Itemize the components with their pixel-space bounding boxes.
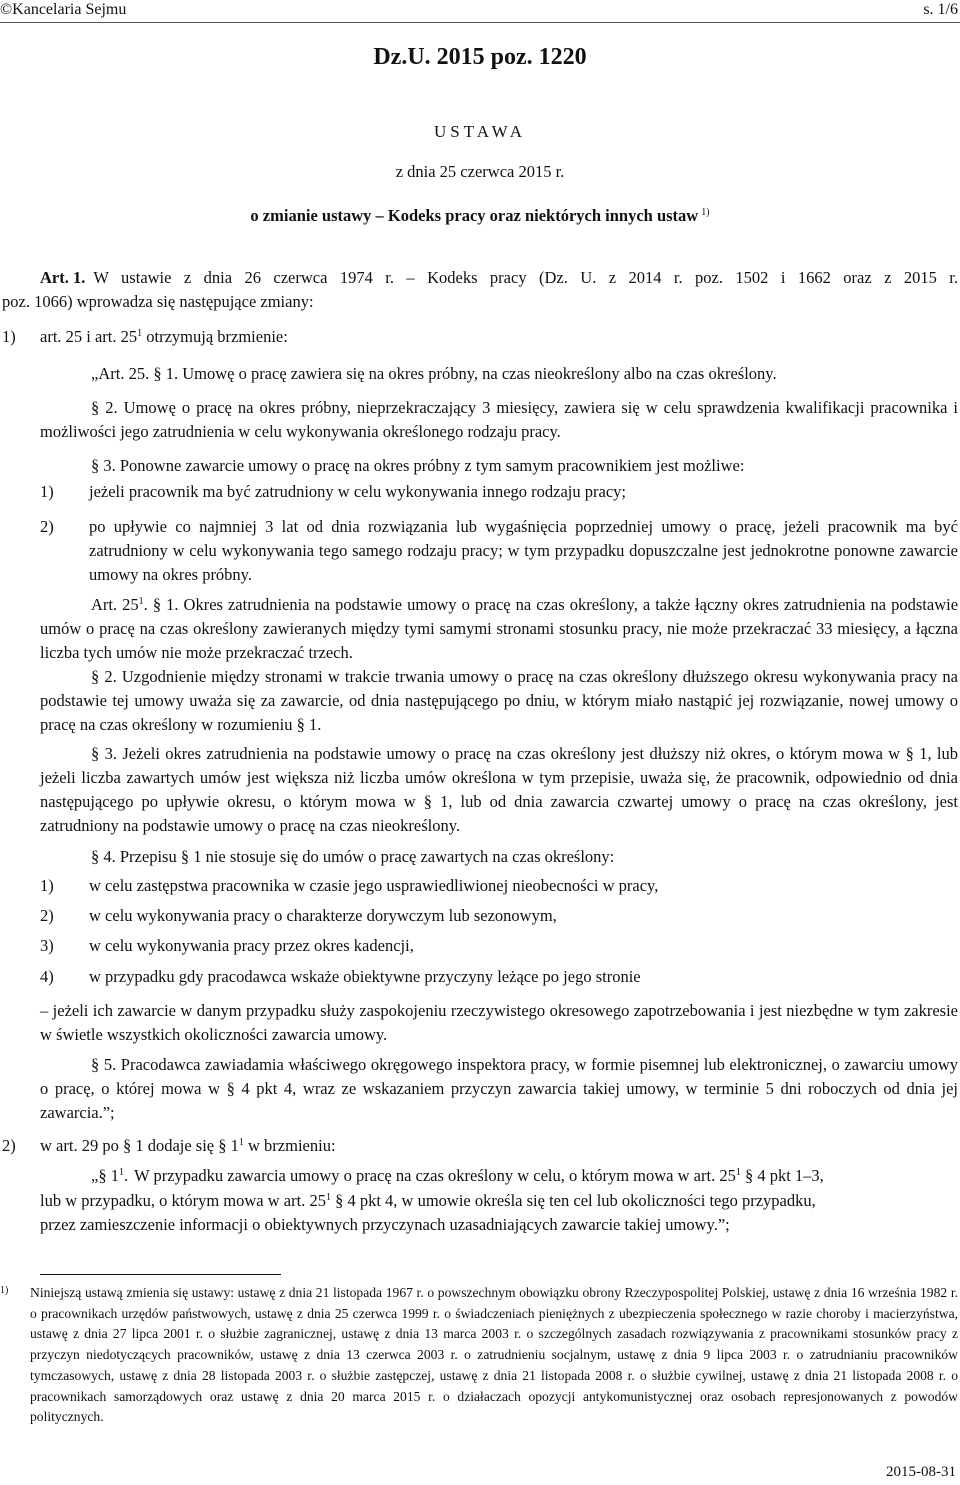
- point1-text: [40, 325, 288, 349]
- art25-1-para3: [40, 742, 958, 838]
- art29-line1-b: § 4 pkt 1–3,: [740, 1166, 824, 1185]
- art25-s3: Ponowne zawarcie umowy o pracę na okres próbny z tym samym pracownikiem jest możliwe:: [119, 456, 745, 475]
- art25-1-s5-label: § 5.: [91, 1055, 117, 1074]
- art29-line2: [40, 1189, 816, 1213]
- point1-text-a: art. 25 i art. 25: [40, 327, 138, 346]
- act-date: z dnia 25 czerwca 2015 r.: [395, 162, 565, 181]
- art25-item2-num: 2): [40, 517, 54, 536]
- footnote-separator: [40, 1274, 281, 1275]
- art25-1-label-b: . § 1.: [143, 595, 179, 614]
- art25-item1-num: 1): [40, 482, 54, 501]
- footnote-text: Niniejszą ustawą zmienia się ustawy: ustawę z dnia 21 listopada 1967 r. o powszechnym obowiązku obrony Rzeczypospolitej Polskiej, ustawę z dnia 16 września 1982 r. o pracownikach urzędów państwowych, ustawę z dnia 25 czerwca 1999 r. o świadczeniach pieniężnych z ubezpieczenia społecznego w razie choroby i macierzyństwa, ustawę z dnia 27 lipca 2001 r. o służbie zagranicznej, ustawę z dnia 13 marca 2003 r. o szczególnych zasadach rozwiązywania z pracownikami stosunków pracy z przyczyn niedotyczących pracowników, ustawę z dnia 13 czerwca 2003 r. o zatrudnieniu socjalnym, ustawę z dnia 9 lipca 2003 r. o zatrudnianiu pracowników tymczasowych, ustawę z dnia 28 listopada 2003 r. o służbie zastępczej, ustawę z dnia 21 listopada 2008 r. o służbie cywilnej, ustawę z dnia 21 listopada 2008 r. o pracownikach samorządowych oraz ustawę z dnia 20 marca 2015 r. o działaczach opozycji antykomunistycznej oraz osobach represjonowanych z powodów politycznych.: [30, 1285, 958, 1425]
- art25-s1: Umowę o pracę zawiera się na okres próbny, na czas nieokreślony albo na czas określony.: [182, 364, 777, 383]
- art25-1-item4-text: w przypadku gdy pracodawca wskaże obiektywne przyczyny leżące po jego stronie: [89, 967, 641, 986]
- footnote-num-text: 1): [0, 1285, 9, 1296]
- art29-line1-a: W przypadku zawarcia umowy o pracę na czas określony w celu, o którym mowa w art. 25: [134, 1166, 736, 1185]
- point1-num: 1): [2, 327, 16, 346]
- art25-para2: [40, 396, 958, 444]
- art29-line1: [91, 1164, 958, 1188]
- art29-line2-sup: 1: [325, 1192, 331, 1203]
- art25-label: „Art. 25. § 1.: [91, 364, 179, 383]
- footer-date: 2015-08-31: [886, 1464, 956, 1480]
- art25-1-para5: [40, 1053, 958, 1125]
- art25-1-s3: Jeżeli okres zatrudnienia na podstawie umowy o pracę na czas określony jest dłuższy niż okres, o którym mowa w § 1, lub jeżeli liczba zawartych umów jest większa niż liczba umów określona w tym przepisie, uważa się, że pracownik, odpowiednio od dnia następującego po upływie okresu, o którym mowa w § 1, lub od dnia zawarcia czwartej umowy o pracę na czas określony, jest zatrudniony na podstawie umowy o pracę na czas nieokreślony.: [40, 744, 959, 835]
- doc-id: Dz.U. 2015 poz. 1220: [373, 44, 587, 70]
- art29-line3: przez zamieszczenie informacji o obiektywnych przyczynach uzasadniających zawarcie takiej umowy.”;: [40, 1215, 730, 1234]
- art25-1-item4-num: 4): [40, 967, 54, 986]
- point2-text-a: w art. 29 po § 1 dodaje się § 1: [40, 1136, 239, 1155]
- art25-1-s2: Uzgodnienie między stronami w trakcie trwania umowy o pracę na czas określony dłuższego okresu wykonywania pracy na podstawie tej umowy uważa się za zawarcie, od dnia następującego po dniu, w którym miało nastąpić jej rozwiązanie, nowej umowy o pracę na czas określony w rozumieniu § 1.: [40, 667, 958, 734]
- point2-text-b: w brzmieniu:: [243, 1136, 336, 1155]
- page-number: s. 1/6: [923, 1, 958, 18]
- art29-line1-sup: 1: [735, 1167, 741, 1178]
- art29-label: [91, 1164, 128, 1188]
- art25-s2: Umowę o pracę na okres próbny, nieprzekraczający 3 miesięcy, zawiera się w celu sprawdzenia kwalifikacji pracownika i możliwości jego zatrudnienia w celu wykonywania określonego rodzaju pracy.: [40, 398, 958, 441]
- art25-item2-text: po upływie co najmniej 3 lat od dnia rozwiązania lub wygaśnięcia poprzedniej umowy o pracę, jeżeli pracownik ma być zatrudniony w celu wykonywania tego samego rodzaju pracy; w tym przypadku dopuszczalne jest jednokrotne ponowne zawarcie umowy na okres próbny.: [89, 517, 958, 584]
- art29-sup: 1: [118, 1167, 124, 1178]
- art25-1-para2: [40, 665, 958, 737]
- art25-1-s5: Pracodawca zawiadamia właściwego okręgowego inspektora pracy, w formie pisemnej lub elektronicznej, o zawarciu umowy o pracę, o której mowa w § 4 pkt 4, wraz ze wskazaniem przyczyn zawarcia takiej umowy, w terminie 5 dni roboczych od dnia jej zawarcia.”;: [40, 1055, 959, 1122]
- art25-1-item1-text: w celu zastępstwa pracownika w czasie jego usprawiedliwionej nieobecności w pracy,: [89, 876, 659, 895]
- act-title-footnote-ref: 1): [701, 207, 710, 218]
- art25-1-item3-num: 3): [40, 936, 54, 955]
- art25-para1: [91, 362, 777, 386]
- header-rule: [0, 22, 960, 23]
- art25-1-item2-text: w celu wykonywania pracy o charakterze dorywczym lub sezonowym,: [89, 906, 557, 925]
- art25-para3: [91, 454, 744, 478]
- art25-1-item1-num: 1): [40, 876, 54, 895]
- art25-item1-text: jeżeli pracownik ma być zatrudniony w celu wykonywania innego rodzaju pracy;: [89, 482, 626, 501]
- art29-label-a: „§ 1: [91, 1166, 119, 1185]
- point2-num: 2): [2, 1136, 16, 1155]
- point2-text: [40, 1134, 336, 1158]
- art29-label-b: .: [123, 1166, 129, 1185]
- point1-text-b: otrzymują brzmienie:: [142, 327, 288, 346]
- header-copyright: ©Kancelaria Sejmu: [0, 1, 127, 18]
- art29-line2-b: § 4 pkt 4, w umowie określa się ten cel lub okoliczności tego przypadku,: [330, 1191, 816, 1210]
- art25-1-label-a: Art. 25: [91, 595, 139, 614]
- art25-1-para4: [91, 845, 614, 869]
- art25-1-s4: Przepisu § 1 nie stosuje się do umów o pracę zawartych na czas określony:: [119, 847, 615, 866]
- point2-sup: 1: [238, 1137, 244, 1148]
- point1-sup: 1: [137, 328, 143, 339]
- art1-label: Art. 1.: [40, 268, 86, 287]
- art25-1-sup: 1: [138, 596, 144, 607]
- art25-1-s4-label: § 4.: [91, 847, 116, 866]
- art1-line2: poz. 1066) wprowadza się następujące zmiany:: [2, 292, 314, 311]
- footnote-num: [0, 1285, 8, 1306]
- art29-line1-text: [134, 1164, 824, 1188]
- art25-1-item3-text: w celu wykonywania pracy przez okres kadencji,: [89, 936, 414, 955]
- act-type: USTAWA: [433, 122, 527, 141]
- act-title-text: o zmianie ustawy – Kodeks pracy oraz niektórych innych ustaw: [250, 206, 699, 225]
- art25-s2-label: § 2.: [91, 398, 118, 417]
- art25-1-s2-label: § 2.: [91, 667, 117, 686]
- art29-line2-a: lub w przypadku, o którym mowa w art. 25: [40, 1191, 326, 1210]
- art25-1-para1: [40, 593, 958, 665]
- art25-1-tail: – jeżeli ich zawarcie w danym przypadku służy zaspokojeniu rzeczywistego okresowego zapotrzebowania i jest niezbędne w tym zakresie w świetle wszystkich okoliczności zawarcia umowy.: [40, 1001, 958, 1044]
- art25-1-item2-num: 2): [40, 906, 54, 925]
- art1-text-a: W ustawie z dnia 26 czerwca 1974 r. – Kodeks pracy (Dz. U. z 2014 r. poz. 1502 i 1662 oraz z 2015 r.: [93, 268, 958, 287]
- art25-1-s1: Okres zatrudnienia na podstawie umowy o pracę na czas określony, a także łączny okres zatrudnienia na podstawie umów o pracę na czas określony zawieranych między tymi samymi stronami stosunku pracy, nie może przekraczać 33 miesięcy, a łączna liczba tych umów nie może przekraczać trzech.: [40, 595, 959, 662]
- art25-s3-label: § 3.: [91, 456, 116, 475]
- art25-1-s3-label: § 3.: [91, 744, 117, 763]
- act-title: [0, 204, 960, 228]
- art1-line1: [40, 266, 958, 290]
